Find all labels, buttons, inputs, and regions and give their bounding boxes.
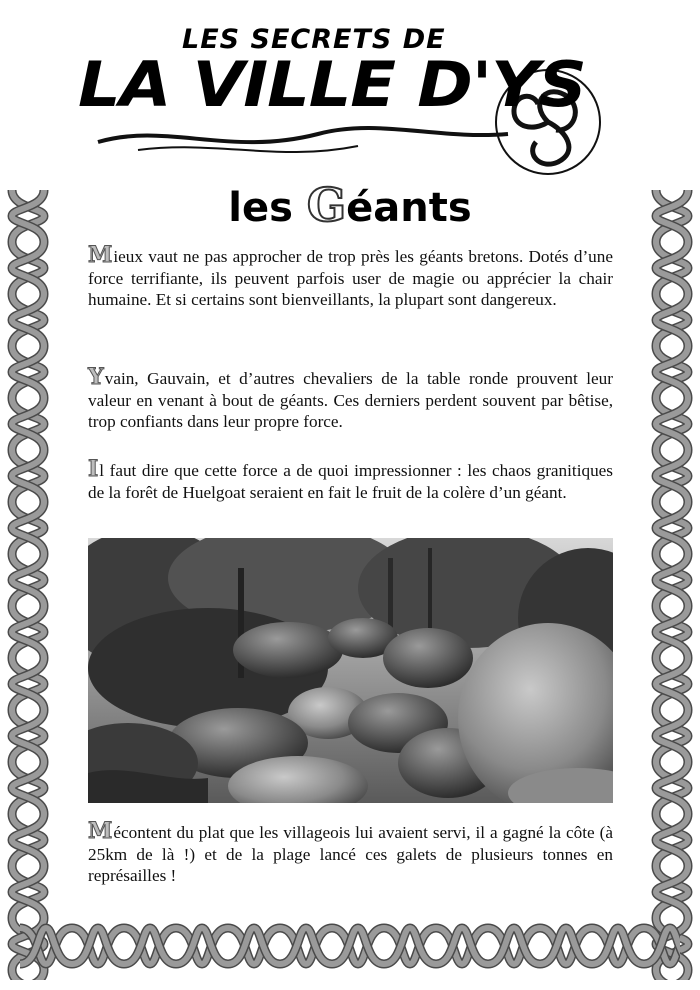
paragraph-2-initial: Y [88, 364, 104, 390]
paragraph-2 [88, 364, 613, 433]
paragraph-4 [88, 818, 613, 887]
paragraph-2-text: vain, Gauvain, et d’autres chevaliers de la table ronde prouvent leur valeur en venant à bout de géants. Ces derniers perdent souvent par bêtise, trop confiants dans leur propre force. [88, 369, 613, 431]
header-logo [78, 22, 618, 177]
celtic-border-right [648, 190, 696, 980]
huelgoat-boulders-photo [88, 538, 613, 803]
page-title-after: éants [346, 185, 472, 231]
paragraph-4-initial: M [88, 818, 113, 844]
page-title [0, 178, 700, 232]
paragraph-4-text: écontent du plat que les villageois lui avaient servi, il a gagné la côte (à 25km de là !) et de la plage lancé ces galets de plusieurs tonnes en représailles ! [88, 823, 613, 885]
paragraph-1-text: ieux vaut ne pas approcher de trop près les géants bretons. Dotés d’une force terrifiante, ils peuvent parfois user de magie ou apprécier la chair humaine. Et si certains sont bienveillants, la plupart sont dangereux. [88, 247, 613, 309]
paragraph-3-text: l faut dire que cette force a de quoi impressionner : les chaos granitiques de la forêt de Huelgoat seraient en fait le fruit de la colère d’un géant. [88, 461, 613, 502]
celtic-border-left [4, 190, 52, 980]
page-title-before: les [228, 185, 307, 231]
paragraph-3-initial: I [88, 456, 99, 482]
paragraph-1-initial: M [88, 242, 113, 268]
page-title-initial: G [306, 178, 347, 232]
celtic-border-bottom [20, 918, 680, 974]
logo-main-text: LA VILLE D'YS [78, 48, 586, 121]
logo-top-text: LES SECRETS DE [182, 24, 446, 55]
paragraph-1 [88, 242, 613, 311]
paragraph-3 [88, 456, 613, 503]
